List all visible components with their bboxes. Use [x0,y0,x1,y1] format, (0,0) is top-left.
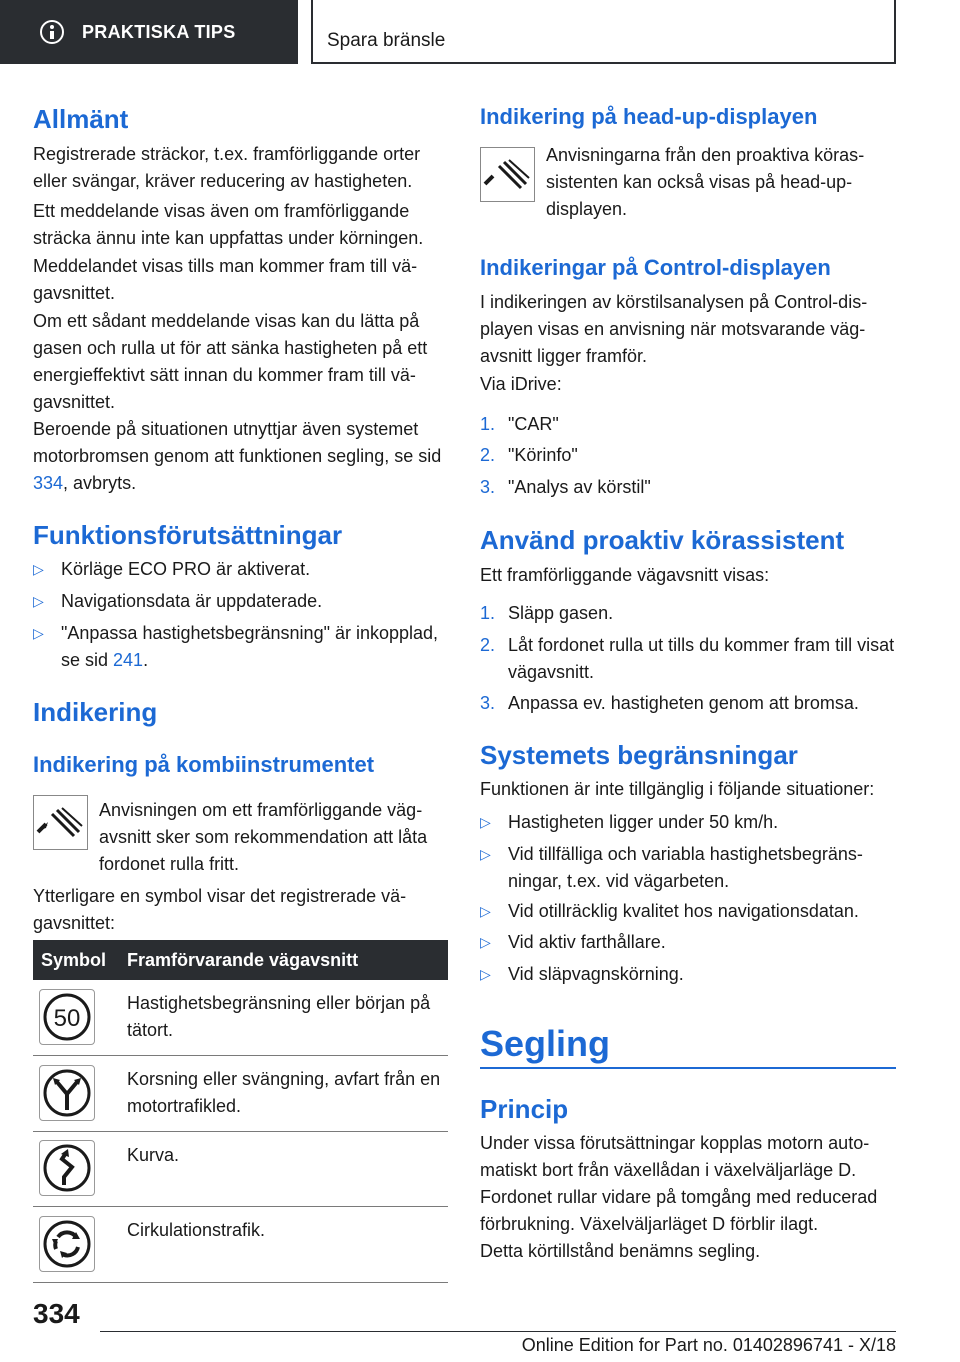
heading-systemets-begransningar: Systemets begränsningar [480,740,798,770]
step-number: 3. [480,477,496,497]
list-item [480,841,896,895]
section-label: PRAKTISKA TIPS [82,21,236,42]
list-item [480,690,896,717]
table-row [33,1207,448,1283]
paragraph: Om ett sådant meddelande visas kan du lätta på gasen och rulla ut för att sänka hastigheten på ett energieffektivt sätt innan du kommer fram till vägavsnittet. [33,311,428,412]
paragraph: Meddelandet visas tills man kommer fram till vägavsnittet. [33,256,418,303]
junction-icon [39,1065,95,1121]
heading-kombiinstrument: Indikering på kombiinstrumentet [33,752,375,777]
triangle-bullet-icon: ▷ [33,561,44,577]
heading-funktionsforutsattningar: Funktionsförutsättningar [33,520,343,550]
proactive-assistant-icon [33,795,88,850]
list-item-text: "Analys av körstil" [508,477,651,497]
list-item [33,620,448,674]
info-icon [40,20,64,44]
paragraph: Via iDrive: [480,374,562,394]
heading-segling: Segling [480,1023,611,1064]
section-tab [0,0,298,64]
heading-allmant: Allmänt [33,104,129,134]
paragraph [33,416,448,497]
paragraph: Detta körtillstånd benämns segling. [480,1241,761,1261]
paragraph-text: Beroende på situationen utnyttjar även systemet motorbromsen genom att funktionen segling, se sid [33,419,442,466]
paragraph: Anvisningarna från den proaktiva körassistenten kan också visas på head-up-displayen. [546,145,865,219]
heading-indikering: Indikering [33,697,158,727]
list-item-text: "Anpassa hastighetsbegränsning" är inkopplad, se sid [61,623,439,670]
list-item [480,809,896,836]
list-item [33,556,448,583]
paragraph: Ytterligare en symbol visar det registrerade vägavsnittet: [33,886,407,933]
table-cell-description: Hastighetsbegränsning eller början på tätort. [127,993,431,1040]
paragraph-text: , avbryts. [63,473,137,493]
step-number: 3. [480,693,496,713]
list-item [480,632,896,686]
list-item-text: Navigationsdata är uppdaterade. [61,591,323,611]
table-header [33,940,448,980]
list-item-text: Hastigheten ligger under 50 km/h. [508,812,779,832]
table-row [33,980,448,1056]
section-divider [480,1067,896,1069]
table-cell-description: Korsning eller svängning, avfart från en motortrafikled. [127,1069,441,1116]
page-link-334[interactable]: 334 [33,473,64,493]
column-header-symbol: Symbol [41,950,107,970]
list-item-text: Låt fordonet rulla ut tills du kommer fram till visat vägavsnitt. [508,635,895,682]
list-item [33,588,448,615]
triangle-bullet-icon: ▷ [480,934,491,950]
paragraph: Anvisningen om ett framförliggande vägavsnitt sker som rekommendation att låta fordonet rulla fritt. [99,800,428,874]
triangle-bullet-icon: ▷ [33,625,44,641]
list-item [480,474,896,501]
list-item-text: "Körinfo" [508,445,578,465]
step-number: 1. [480,603,496,623]
list-item-text: Vid tillfälliga och variabla hastighetsbegränsningar, t.ex. vid vägarbeten. [508,844,863,891]
paragraph: Funktionen är inte tillgänglig i följande situationer: [480,779,875,799]
footer-divider [100,1331,896,1332]
list-item-text: "CAR" [508,414,559,434]
table-cell-description: Kurva. [127,1145,180,1165]
list-item [480,411,896,438]
step-number: 2. [480,445,496,465]
table-cell-description: Cirkulationstrafik. [127,1220,266,1240]
list-item [480,600,896,627]
heading-princip: Princip [480,1094,569,1124]
speed-sign-text: 50 [53,1005,81,1032]
table-row [33,1056,448,1132]
step-number: 1. [480,414,496,434]
list-item-text: . [143,650,149,670]
paragraph: Registrerade sträckor, t.ex. framförliggande orter eller svängar, kräver reducering av hastigheten. [33,144,421,191]
triangle-bullet-icon: ▷ [480,903,491,919]
page-title-box [311,0,896,64]
list-item-text: Vid släpvagnskörning. [508,964,684,984]
speed-limit-50-icon [39,989,95,1045]
triangle-bullet-icon: ▷ [480,814,491,830]
heading-control-display: Indikeringar på Control-displayen [480,255,831,280]
page-title: Spara bränsle [327,30,446,51]
list-item-text: Vid aktiv farthållare. [508,932,666,952]
paragraph: Ett framförliggande vägavsnitt visas: [480,565,770,585]
list-item [480,961,896,988]
list-item-text: Anpassa ev. hastigheten genom att bromsa. [508,693,859,713]
heading-anvand-proaktiv: Använd proaktiv körassistent [480,525,845,555]
step-number: 2. [480,635,496,655]
triangle-bullet-icon: ▷ [480,846,491,862]
triangle-bullet-icon: ▷ [480,966,491,982]
list-item [480,929,896,956]
paragraph: Under vissa förutsättningar kopplas motorn automatiskt bort från växellådan i växelväljarläge D. Fordonet rullar vidare på tomgång med reducerad förbrukning. Växelväljarläget D förblir ilagt. [480,1133,878,1234]
list-item [480,898,896,925]
curve-icon [39,1140,95,1196]
list-item-text: Körläge ECO PRO är aktiverat. [61,559,311,579]
heading-head-up-display: Indikering på head-up-displayen [480,104,818,129]
roundabout-icon [39,1216,95,1272]
proactive-assistant-icon [480,147,535,202]
page-link-241[interactable]: 241 [113,650,144,670]
paragraph: I indikeringen av körstilsanalysen på Control-displayen visas en anvisning när motsvarande vägavsnitt ligger framför. [480,292,868,366]
page-number: 334 [33,1298,80,1329]
edition-text: Online Edition for Part no. 01402896741 - X/18 [521,1335,896,1355]
list-item [480,442,896,469]
list-item-text: Släpp gasen. [508,603,614,623]
table-row [33,1132,448,1207]
paragraph: Ett meddelande visas även om framförliggande sträcka ännu inte kan uppfattas under körningen. [33,201,424,248]
list-item-text: Vid otillräcklig kvalitet hos navigationsdatan. [508,901,859,921]
triangle-bullet-icon: ▷ [33,593,44,609]
column-header-description: Framförvarande vägavsnitt [127,950,359,970]
